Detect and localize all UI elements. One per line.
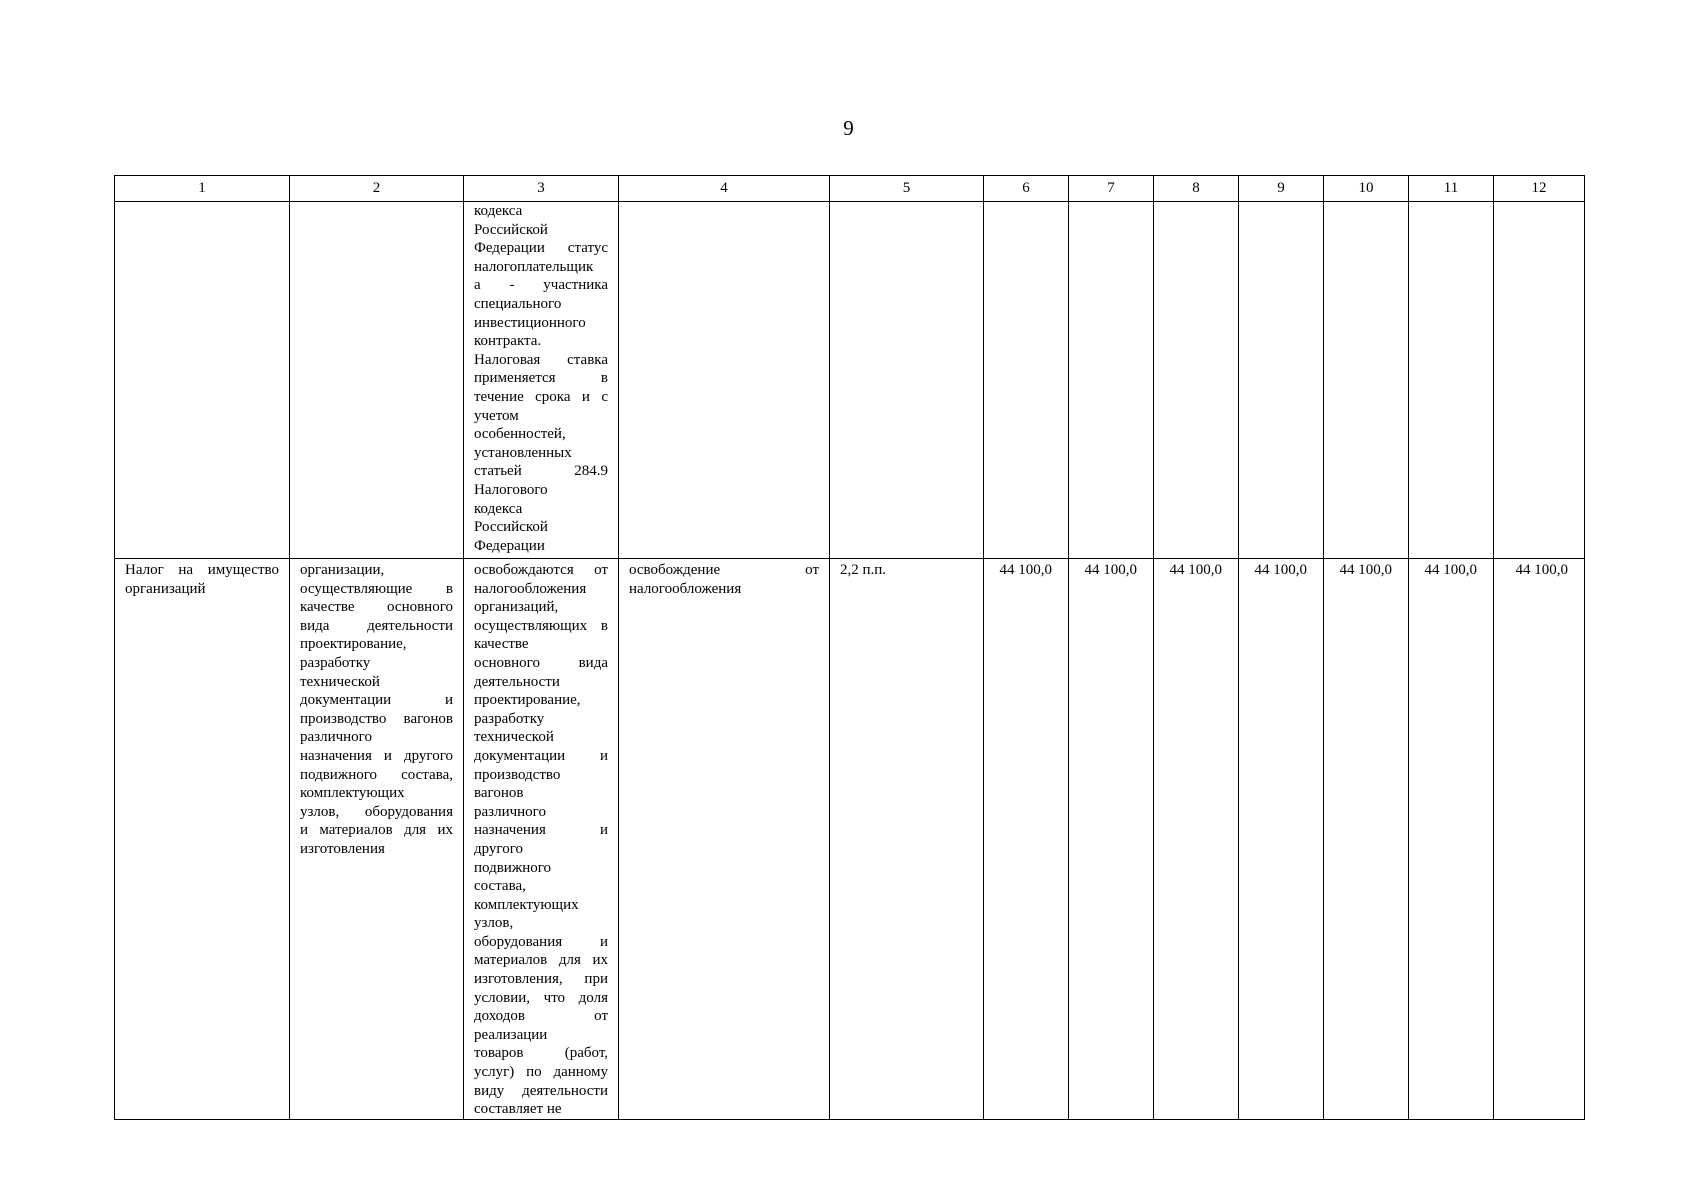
cell-line: Налог на имущество — [125, 562, 279, 578]
table-cell — [1239, 202, 1324, 559]
cell-line: налогообложения — [629, 580, 742, 597]
cell-line: контракта. — [474, 333, 542, 350]
header-cell: 2 — [290, 176, 464, 202]
value-cell: 44 100,0 — [1069, 559, 1154, 1120]
cell-line: разработку — [300, 654, 371, 671]
value-cell: 44 100,0 — [1154, 559, 1239, 1120]
cell-line: Российской — [474, 221, 548, 238]
cell-line: Налогового — [474, 481, 548, 498]
data-table — [114, 175, 1585, 1120]
cell-line: проектирование, — [474, 692, 581, 709]
cell-line: установленных — [474, 444, 572, 461]
header-cell: 11 — [1409, 176, 1494, 202]
cell-line: различного — [300, 729, 372, 746]
table-row — [115, 202, 1585, 559]
cell-line: организаций — [125, 580, 206, 597]
cell-line: состава, — [474, 878, 526, 895]
cell-line: комплектующих — [474, 896, 579, 913]
cell-line: инвестиционного — [474, 314, 586, 331]
benefit-type-cell — [619, 559, 830, 1120]
cell-line: статьей 284.9 — [474, 463, 608, 480]
cell-line: реализации — [474, 1026, 548, 1043]
table-cell — [115, 202, 290, 559]
cell-line: документации и — [300, 692, 453, 709]
cell-line: изготовления — [300, 840, 385, 857]
cell-line: доходов от — [474, 1008, 608, 1025]
cell-line: кодекса — [474, 203, 523, 219]
cell-line: организации, — [300, 562, 385, 578]
cell-line: производство — [474, 766, 561, 783]
table-cell — [1069, 202, 1154, 559]
header-cell: 1 — [115, 176, 290, 202]
value-cell: 44 100,0 — [1239, 559, 1324, 1120]
table-row — [115, 559, 1585, 1120]
cell-line: Российской — [474, 519, 548, 536]
header-cell: 7 — [1069, 176, 1154, 202]
cell-line: подвижного состава, — [300, 766, 453, 783]
table-cell — [1324, 202, 1409, 559]
cell-line: качестве — [474, 636, 529, 653]
cell-line: изготовления, при — [474, 971, 608, 988]
table-cell — [984, 202, 1069, 559]
cell-line: деятельности — [474, 673, 560, 690]
cell-line: Федерации — [474, 537, 545, 554]
table-cell — [619, 202, 830, 559]
header-cell: 12 — [1494, 176, 1585, 202]
page-number: 9 — [843, 116, 854, 140]
cell-line: различного — [474, 803, 546, 820]
header-cell: 10 — [1324, 176, 1409, 202]
cell-line: назначения и — [474, 822, 608, 839]
cell-line: комплектующих — [300, 785, 405, 802]
cell-line: производство вагонов — [300, 710, 453, 727]
cell-line: условии, что доля — [474, 989, 608, 1006]
value-cell: 44 100,0 — [984, 559, 1069, 1120]
cell-line: и материалов для их — [300, 822, 453, 839]
header-cell: 5 — [830, 176, 984, 202]
cell-line: осуществляющие в — [300, 580, 453, 597]
cell-line: документации и — [474, 747, 608, 764]
header-cell: 8 — [1154, 176, 1239, 202]
cell-line: основного вида — [474, 654, 608, 671]
header-cell: 9 — [1239, 176, 1324, 202]
cell-line: Налоговая ставка — [474, 351, 608, 368]
cell-line: другого — [474, 840, 523, 857]
cell-line: налогоплательщик — [474, 258, 594, 275]
header-cell: 6 — [984, 176, 1069, 202]
table-cell — [464, 202, 619, 559]
cell-line: оборудования и — [474, 933, 608, 950]
cell-line: материалов для их — [474, 952, 608, 969]
cell-line: подвижного — [474, 859, 552, 876]
cell-line: узлов, оборудования — [300, 803, 453, 820]
cell-line: товаров (работ, — [474, 1045, 608, 1062]
cell-line: услуг) по данному — [474, 1064, 608, 1081]
cell-line: особенностей, — [474, 426, 566, 443]
table-cell — [830, 202, 984, 559]
cell-line: вида деятельности — [300, 617, 453, 634]
cell-line: Федерации статус — [474, 240, 608, 257]
cell-line: течение срока и с — [474, 388, 608, 405]
cell-line: применяется в — [474, 370, 608, 387]
value-cell: 44 100,0 — [1409, 559, 1494, 1120]
tax-name-cell — [115, 559, 290, 1120]
table-cell — [290, 202, 464, 559]
cell-line: освобождение от — [629, 562, 819, 578]
cell-line: технической — [300, 673, 380, 690]
table-cell — [1154, 202, 1239, 559]
cell-line: осуществляющих в — [474, 617, 608, 634]
cell-line: вагонов — [474, 785, 524, 802]
cell-line: освобождаются от — [474, 562, 608, 578]
value-cell: 44 100,0 — [1324, 559, 1409, 1120]
cell-line: узлов, — [474, 915, 514, 932]
cell-line: виду деятельности — [474, 1082, 608, 1099]
taxpayer-category-cell — [290, 559, 464, 1120]
cell-line: технической — [474, 729, 554, 746]
cell-line: специального — [474, 295, 562, 312]
cell-line: назначения и другого — [300, 747, 453, 764]
cell-line: составляет не — [474, 1101, 562, 1118]
table-cell — [1409, 202, 1494, 559]
cell-line: учетом — [474, 407, 519, 424]
cell-line: кодекса — [474, 500, 523, 517]
cell-line: проектирование, — [300, 636, 407, 653]
cell-line: налогообложения — [474, 580, 587, 597]
header-cell: 4 — [619, 176, 830, 202]
condition-cell — [464, 559, 619, 1120]
cell-line: а - участника — [474, 277, 608, 294]
value-cell: 44 100,0 — [1494, 559, 1585, 1120]
cell-line: разработку — [474, 710, 545, 727]
cell-line: качестве основного — [300, 599, 453, 616]
rate-cell: 2,2 п.п. — [830, 559, 984, 1120]
cell-line: организаций, — [474, 599, 559, 616]
header-cell: 3 — [464, 176, 619, 202]
header-row — [115, 176, 1585, 202]
table-cell — [1494, 202, 1585, 559]
